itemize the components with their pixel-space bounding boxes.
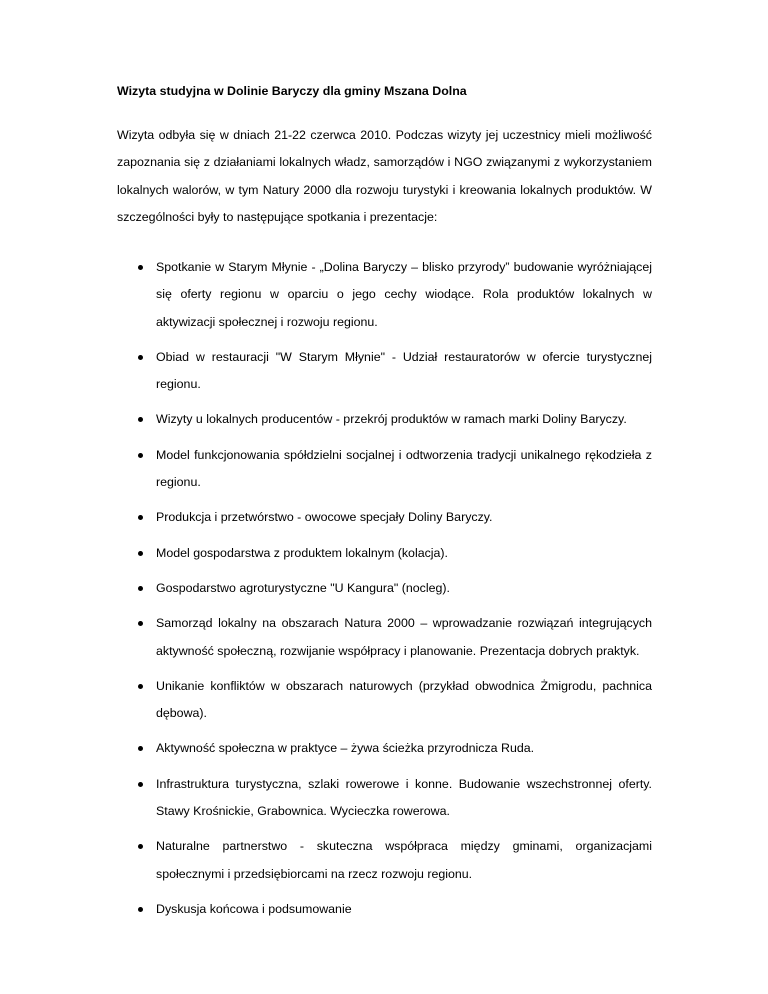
list-item — [117, 771, 652, 826]
list-item-text: Naturalne partnerstwo - skuteczna współpraca między gminami, organizacjami społecznymi i przedsiębiorcami na rzecz rozwoju regionu. — [156, 839, 652, 881]
agenda-list — [117, 254, 652, 923]
list-item-text: Wizyty u lokalnych producentów - przekrój produktów w ramach marki Doliny Baryczy. — [156, 412, 627, 427]
list-item-text: Samorząd lokalny na obszarach Natura 2000 – wprowadzanie rozwiązań integrujących aktywność społeczną, rozwijanie współpracy i planowanie. Prezentacja dobrych praktyk. — [156, 616, 652, 658]
list-item — [117, 504, 652, 531]
bullet-icon — [138, 551, 143, 556]
bullet-icon — [138, 621, 143, 626]
list-item-text: Infrastruktura turystyczna, szlaki rowerowe i konne. Budowanie wszechstronnej oferty. Stawy Krośnickie, Grabownica. Wycieczka rowerowa. — [156, 776, 652, 819]
list-item — [117, 833, 652, 888]
list-item — [117, 673, 652, 728]
bullet-icon — [138, 907, 143, 912]
bullet-icon — [138, 782, 143, 787]
list-item-text: Spotkanie w Starym Młynie - „Dolina Baryczy – blisko przyrody” budowanie wyróżniającej się oferty regionu w oparciu o jego cechy wiodące. Rola produktów lokalnych w aktywizacji społecznej i rozwoju regionu. — [156, 260, 652, 329]
list-item-text: Model gospodarstwa z produktem lokalnym (kolacja). — [156, 545, 448, 560]
bullet-icon — [138, 746, 143, 751]
bullet-icon — [138, 684, 143, 689]
list-item-text: Unikanie konfliktów w obszarach naturowych (przykład obwodnica Żmigrodu, pachnica dębowa). — [156, 678, 652, 721]
list-item — [117, 442, 652, 497]
list-item — [117, 896, 652, 923]
list-item — [117, 735, 652, 762]
list-item-text: Gospodarstwo agroturystyczne "U Kangura" (nocleg). — [156, 580, 450, 595]
bullet-icon — [138, 844, 143, 849]
bullet-icon — [138, 265, 143, 270]
list-item — [117, 610, 652, 665]
list-item-text: Dyskusja końcowa i podsumowanie — [156, 901, 352, 916]
list-item-text: Model funkcjonowania spółdzielni socjalnej i odtworzenia tradycji unikalnego rękodzieła z regionu. — [156, 447, 652, 490]
bullet-icon — [138, 417, 143, 422]
list-item-text: Aktywność społeczna w praktyce – żywa ścieżka przyrodnicza Ruda. — [156, 741, 535, 756]
document-title: Wizyta studyjna w Dolinie Baryczy dla gminy Mszana Dolna — [117, 84, 467, 98]
list-item — [117, 344, 652, 399]
list-item-text: Produkcja i przetwórstwo - owocowe specjały Doliny Baryczy. — [156, 510, 493, 525]
intro-paragraph: Wizyta odbyła się w dniach 21-22 czerwca 2010. Podczas wizyty jej uczestnicy mieli możliwość zapoznania się z działaniami lokalnych władz, samorządów i NGO związanymi z wykorzystaniem lokalnych walorów, w tym Natury 2000 dla rozwoju turystyki i kreowania lokalnych produktów. W szczególności były to następujące spotkania i prezentacje: — [117, 128, 652, 224]
bullet-icon — [138, 586, 143, 591]
list-item — [117, 406, 652, 433]
list-item — [117, 540, 652, 567]
bullet-icon — [138, 355, 143, 360]
bullet-icon — [138, 515, 143, 520]
list-item — [117, 575, 652, 602]
list-item-text: Obiad w restauracji "W Starym Młynie" - Udział restauratorów w ofercie turystycznej regionu. — [156, 349, 652, 392]
list-item — [117, 254, 652, 336]
bullet-icon — [138, 453, 143, 458]
